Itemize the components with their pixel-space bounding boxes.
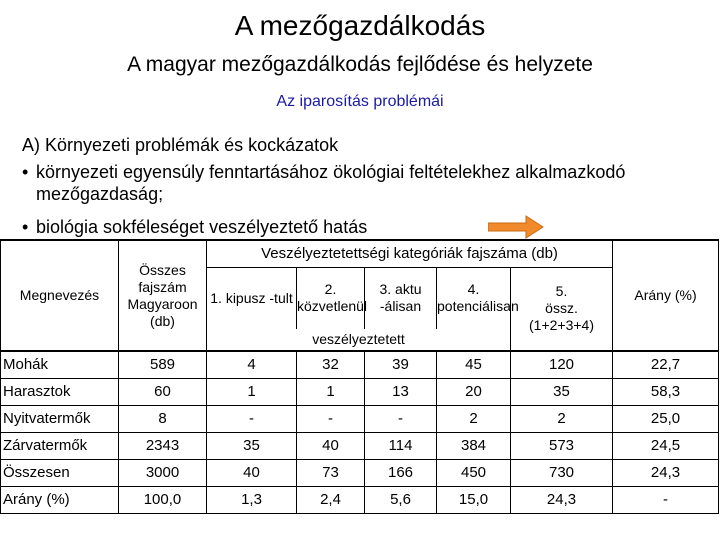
col-header-total: Összes fajszám Magyaroon (db) — [119, 240, 207, 351]
table-cell-k4: 2 — [437, 405, 511, 432]
table-cell-k4: 15,0 — [437, 486, 511, 513]
bullet-text-continuation: mezőgazdaság; — [36, 184, 164, 204]
table-cell-k1: 1 — [207, 378, 297, 405]
table-cell-k1: 4 — [207, 351, 297, 378]
table-cell-k1: 40 — [207, 459, 297, 486]
col-header-k5 — [511, 267, 613, 351]
table-cell-k5: 573 — [511, 432, 613, 459]
col-header-k4: 4. potenciálisan — [437, 267, 511, 329]
table-cell-k3: 13 — [365, 378, 437, 405]
col-header-k5-num: 5. — [555, 283, 568, 300]
table-cell-total: 3000 — [119, 459, 207, 486]
bullet-dot-icon: • — [22, 162, 29, 182]
table-cell-total: 589 — [119, 351, 207, 378]
table-cell-ratio: 24,3 — [613, 459, 719, 486]
slide-title: A mezőgazdálkodás — [234, 10, 486, 41]
table-cell-name: Összesen — [1, 459, 119, 486]
table-cell-total: 60 — [119, 378, 207, 405]
species-table — [0, 239, 719, 514]
table-cell-k4: 20 — [437, 378, 511, 405]
bullet-text: környezeti egyensúly fenntartásához ökológiai feltételekhez alkalmazkodó — [36, 162, 626, 182]
table-cell-k5: 2 — [511, 405, 613, 432]
table-cell-ratio: - — [613, 486, 719, 513]
table-cell-k2: 2,4 — [297, 486, 365, 513]
table-cell-k4: 450 — [437, 459, 511, 486]
table-cell-ratio: 58,3 — [613, 378, 719, 405]
arrow-right-icon — [488, 215, 544, 239]
table-cell-name: Nyitvatermők — [1, 405, 119, 432]
table-row — [1, 486, 719, 513]
section-title: Az iparosítás problémái — [276, 93, 444, 110]
table-row — [1, 351, 719, 378]
heading: A) Környezeti problémák és kockázatok — [22, 135, 339, 155]
table-cell-k5: 120 — [511, 351, 613, 378]
table-cell-k2: 73 — [297, 459, 365, 486]
table-cell-k5: 24,3 — [511, 486, 613, 513]
bullet-item — [22, 161, 712, 205]
table-cell-name: Zárvatermők — [1, 432, 119, 459]
col-header-k2: 2. közvetlenül — [297, 267, 365, 329]
table-cell-k2: 32 — [297, 351, 365, 378]
table-cell-ratio: 22,7 — [613, 351, 719, 378]
col-header-k5-label: össz. — [545, 300, 578, 317]
table-row — [1, 459, 719, 486]
table-cell-ratio: 25,0 — [613, 405, 719, 432]
col-header-name: Megnevezés — [1, 240, 119, 351]
table-row — [1, 378, 719, 405]
table-cell-k1: 35 — [207, 432, 297, 459]
group-header: Veszélyeztetettségi kategóriák fajszáma (db) — [207, 240, 613, 267]
table-cell-total: 8 — [119, 405, 207, 432]
table-cell-k5: 35 — [511, 378, 613, 405]
table-cell-k1: 1,3 — [207, 486, 297, 513]
table-cell-total: 100,0 — [119, 486, 207, 513]
col-header-ratio: Arány (%) — [613, 240, 719, 351]
table-cell-name: Arány (%) — [1, 486, 119, 513]
col-header-k5-formula: (1+2+3+4) — [529, 317, 594, 334]
col-header-k1: 1. kipusz -tult — [207, 267, 297, 329]
table-row — [1, 405, 719, 432]
table-cell-k3: 39 — [365, 351, 437, 378]
table-cell-k3: 5,6 — [365, 486, 437, 513]
table-cell-k4: 384 — [437, 432, 511, 459]
table-row — [1, 432, 719, 459]
col-header-k3: 3. aktu -álisan — [365, 267, 437, 329]
table-cell-ratio: 24,5 — [613, 432, 719, 459]
table-cell-k1: - — [207, 405, 297, 432]
table-cell-k2: - — [297, 405, 365, 432]
slide-subtitle: A magyar mezőgazdálkodás fejlődése és helyzete — [127, 53, 593, 76]
subgroup-label: veszélyeztetett — [207, 329, 511, 351]
bullet-item — [22, 216, 367, 238]
table-cell-k5: 730 — [511, 459, 613, 486]
table-cell-total: 2343 — [119, 432, 207, 459]
table-cell-k3: 166 — [365, 459, 437, 486]
table-cell-k2: 40 — [297, 432, 365, 459]
table-cell-name: Mohák — [1, 351, 119, 378]
bullet-text: biológia sokféleséget veszélyeztető hatás — [36, 217, 368, 237]
bullet-dot-icon: • — [22, 217, 29, 237]
table-cell-name: Harasztok — [1, 378, 119, 405]
table-cell-k3: 114 — [365, 432, 437, 459]
table-cell-k3: - — [365, 405, 437, 432]
table-cell-k4: 45 — [437, 351, 511, 378]
table-cell-k2: 1 — [297, 378, 365, 405]
